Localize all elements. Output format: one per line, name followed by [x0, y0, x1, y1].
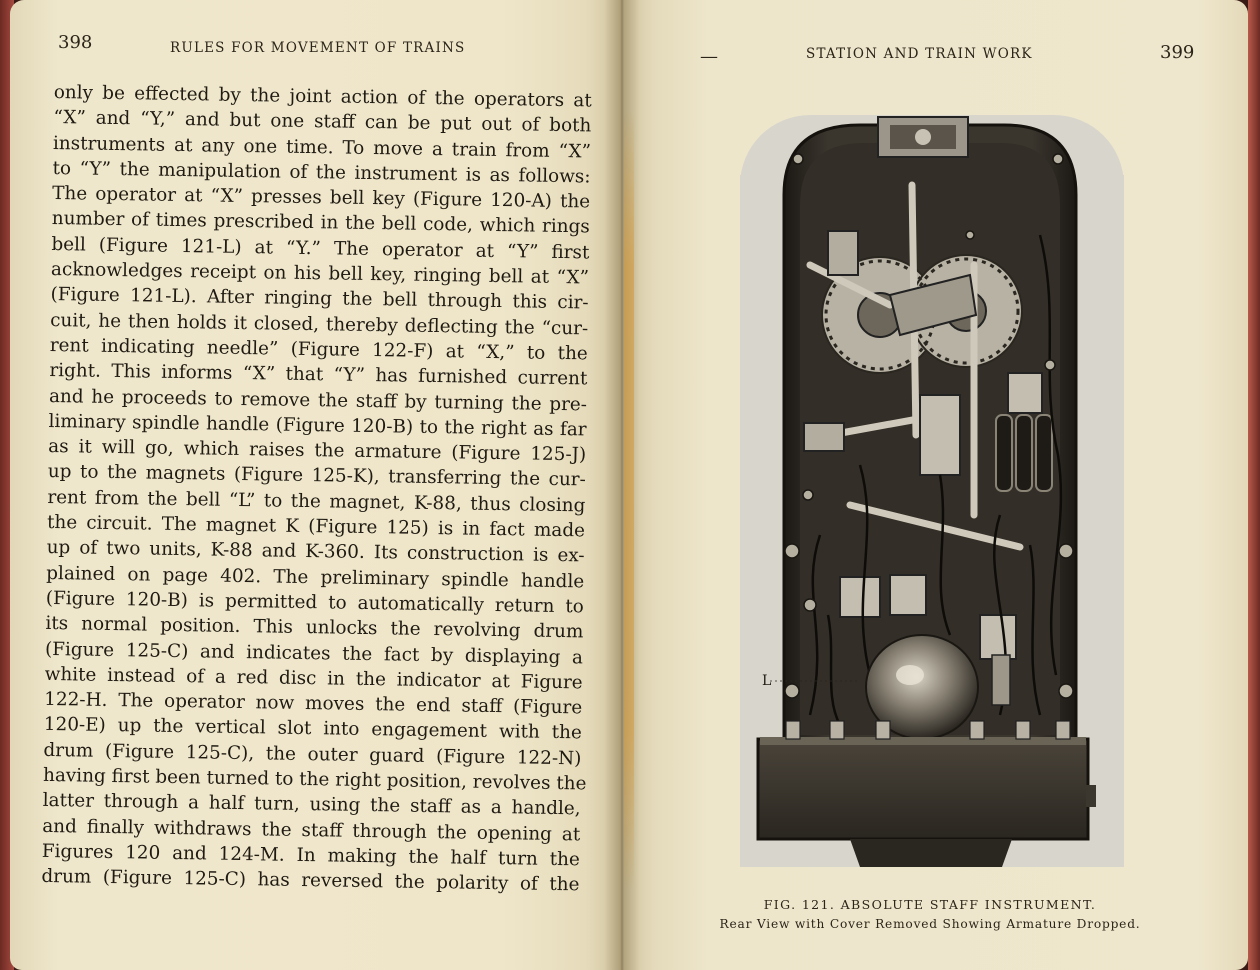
- body-text-line: up of two units, K-88 and K-360. Its construction is ex-: [46, 537, 585, 567]
- book-cover-right-edge: [1248, 0, 1260, 970]
- body-text-line: bell (Figure 121-L) at “Y.” The operator at “Y” first: [51, 233, 590, 264]
- body-text-line: (Figure 121-L). After ringing the bell through this cir-: [50, 284, 589, 314]
- header-dash: —: [700, 46, 718, 67]
- body-text-line: having first been turned to the right position, revolves the: [42, 764, 587, 795]
- body-text-line: up to the magnets (Figure 125-K), transferring the cur-: [47, 461, 586, 491]
- left-page-number: 398: [58, 32, 93, 53]
- gutter-glue-stain: [624, 110, 634, 890]
- body-text-line: to “Y” the manipulation of the instrument is as follows:: [52, 157, 591, 188]
- left-page: [10, 0, 622, 970]
- body-text-line: plained on page 402. The preliminary spindle handle: [46, 562, 585, 593]
- book-gutter: [604, 0, 640, 970]
- body-text-line: instruments at any one time. To move a train from “X”: [52, 132, 592, 163]
- right-page-number: 399: [1160, 42, 1195, 63]
- body-text-line: (Figure 125-C) and indicates the fact by displaying a: [44, 638, 584, 668]
- body-text-line: latter through a half turn, using the staff as a handle,: [42, 790, 581, 820]
- body-text-line: 120-E) up the vertical slot into engagement with the: [43, 714, 582, 744]
- figure-caption-title: FIG. 121. ABSOLUTE STAFF INSTRUMENT.: [763, 897, 1097, 912]
- body-text-line: white instead of a red disc in the indicator at Figure: [44, 663, 583, 694]
- right-running-head: STATION AND TRAIN WORK: [806, 46, 1033, 62]
- body-text-line: drum (Figure 125-C), the outer guard (Figure 122-N): [43, 739, 582, 770]
- body-text-line: acknowledges receipt on his bell key, ringing bell at “X”: [50, 259, 590, 289]
- body-text-line: Figures 120 and 124-M. In making the half turn the: [41, 840, 580, 871]
- body-text-line: 122-H. The operator now moves the end staff (Figure: [44, 689, 583, 719]
- body-text-line: cuit, he then holds it closed, thereby deflecting the “cur-: [50, 309, 589, 340]
- body-text-line: drum (Figure 125-C) has reversed the polarity of the: [41, 866, 580, 896]
- figure-121-instrument-photo: [740, 115, 1124, 867]
- figure-caption-subtitle: Rear View with Cover Removed Showing Armature Dropped.: [719, 917, 1141, 931]
- figure-label-l: L: [762, 673, 772, 689]
- body-text-line: the circuit. The magnet K (Figure 125) is in fact made: [46, 511, 586, 542]
- body-text-line: rent indicating needle” (Figure 122-F) at “X,” to the: [49, 334, 588, 365]
- body-text-line: rent from the bell “L” to the magnet, K-88, thus closing: [47, 486, 586, 517]
- body-text-line: liminary spindle handle (Figure 120-B) to the right as far: [48, 410, 587, 441]
- body-text-line: as it will go, which raises the armature (Figure 125-J): [48, 436, 587, 466]
- left-body-text: [41, 80, 592, 898]
- body-text-line: number of times prescribed in the bell code, which rings: [51, 208, 590, 238]
- body-text-line: “X” and “Y,” and but one staff can be put out of both: [53, 107, 592, 137]
- body-text-line: and he proceeds to remove the staff by turning the pre-: [48, 385, 588, 415]
- body-text-line: and finally withdraws the staff through the opening at: [42, 815, 581, 845]
- body-text-line: its normal position. This unlocks the revolving drum: [45, 613, 584, 643]
- body-text-line: only be effected by the joint action of the operators at: [53, 81, 592, 112]
- body-text-line: right. This informs “X” that “Y” has furnished current: [49, 360, 588, 390]
- body-text-line: The operator at “X” presses bell key (Figure 120-A) the: [52, 183, 591, 213]
- left-running-head: RULES FOR MOVEMENT OF TRAINS: [170, 40, 466, 56]
- body-text-line: (Figure 120-B) is permitted to automatically return to: [45, 587, 584, 618]
